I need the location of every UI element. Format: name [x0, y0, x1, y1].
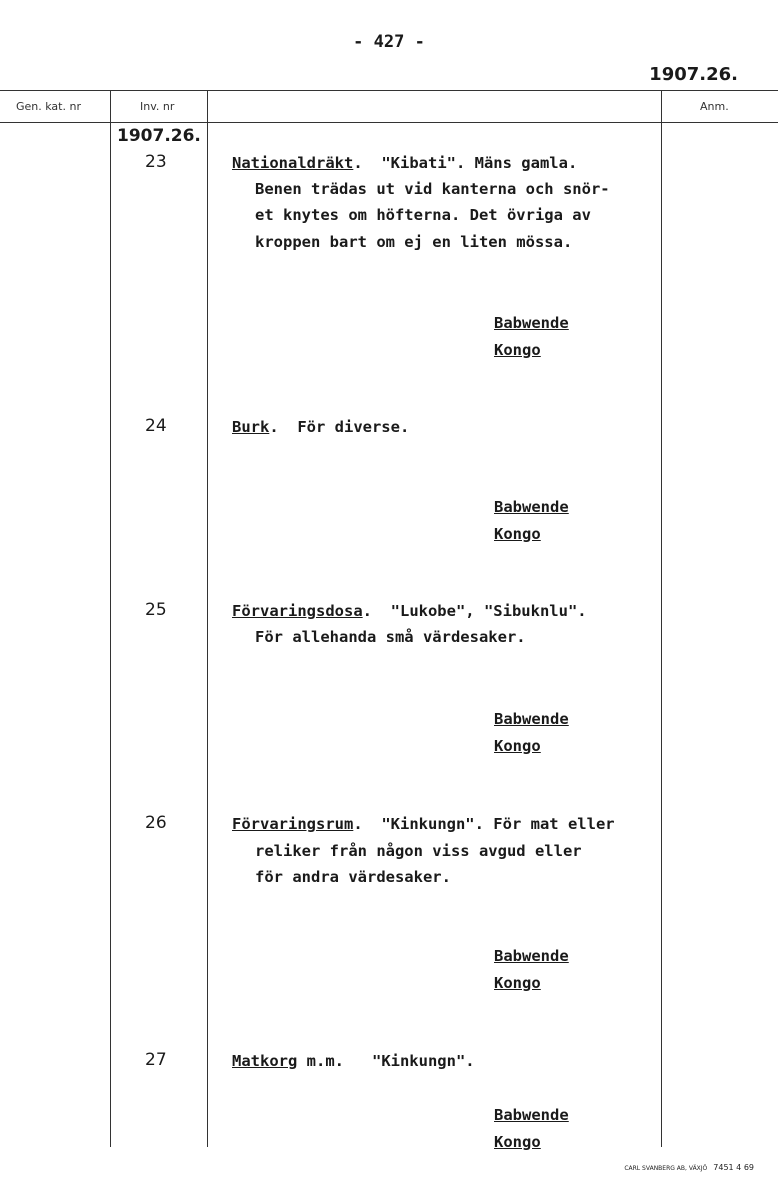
- entry-first-line: . För diverse.: [269, 418, 410, 436]
- entry-description: [232, 414, 409, 441]
- provenance-region: Kongo: [494, 973, 541, 992]
- object-term: Förvaringsdosa: [232, 602, 363, 620]
- printer-footer: [624, 1163, 754, 1172]
- provenance: [494, 494, 569, 547]
- provenance-people: Babwende: [494, 314, 569, 332]
- provenance-people: Babwende: [494, 947, 569, 965]
- printer-name: CARL SVANBERG AB, VÄXJÖ: [624, 1165, 708, 1172]
- provenance-region: Kongo: [494, 1132, 541, 1151]
- entry-line: för andra värdesaker.: [255, 868, 451, 886]
- column-divider-inv-desc: [207, 90, 208, 1147]
- entry-line: För allehanda små värdesaker.: [255, 628, 526, 646]
- provenance: [494, 1102, 569, 1155]
- page-number: - 427 -: [353, 32, 425, 52]
- column-divider-gen-inv: [110, 90, 111, 1147]
- column-header-anm: Anm.: [700, 100, 729, 113]
- provenance: [494, 943, 569, 996]
- entry-line: kroppen bart om ej en liten mössa.: [255, 233, 573, 251]
- object-term: Förvaringsrum: [232, 815, 354, 833]
- column-header-gen-kat-nr: Gen. kat. nr: [16, 100, 81, 113]
- inv-number: 25: [145, 600, 167, 620]
- entry-first-line: m.m. "Kinkungn".: [297, 1052, 475, 1070]
- inv-number: 27: [145, 1050, 167, 1070]
- provenance-people: Babwende: [494, 498, 569, 516]
- object-term: Matkorg: [232, 1052, 298, 1070]
- provenance: [494, 310, 569, 363]
- series-header: 1907.26.: [649, 64, 738, 85]
- entry-line: reliker från någon viss avgud eller: [255, 842, 582, 860]
- entry-first-line: . "Kibati". Mäns gamla.: [353, 154, 578, 172]
- provenance-region: Kongo: [494, 524, 541, 543]
- object-term: Nationaldräkt: [232, 154, 354, 172]
- inv-number: 23: [145, 152, 167, 172]
- inv-number: 26: [145, 813, 167, 833]
- provenance-people: Babwende: [494, 710, 569, 728]
- column-divider-desc-anm: [661, 90, 662, 1147]
- series-label: 1907.26.: [117, 126, 201, 146]
- provenance-region: Kongo: [494, 340, 541, 359]
- object-term: Burk: [232, 418, 270, 436]
- form-code: 7451 4 69: [713, 1163, 754, 1172]
- entry-description: [232, 598, 587, 625]
- provenance: [494, 706, 569, 759]
- entry-description: [232, 150, 577, 177]
- entry-line: et knytes om höfterna. Det övriga av: [255, 206, 591, 224]
- entry-first-line: . "Kinkungn". För mat eller: [353, 815, 615, 833]
- entry-line: Benen trädas ut vid kanterna och snör-: [255, 180, 610, 198]
- entry-description: [232, 811, 615, 838]
- provenance-people: Babwende: [494, 1106, 569, 1124]
- entry-description: [232, 1048, 475, 1075]
- column-header-inv-nr: Inv. nr: [140, 100, 175, 113]
- inv-number: 24: [145, 416, 167, 436]
- entry-first-line: . "Lukobe", "Sibuknlu".: [362, 602, 587, 620]
- provenance-region: Kongo: [494, 736, 541, 755]
